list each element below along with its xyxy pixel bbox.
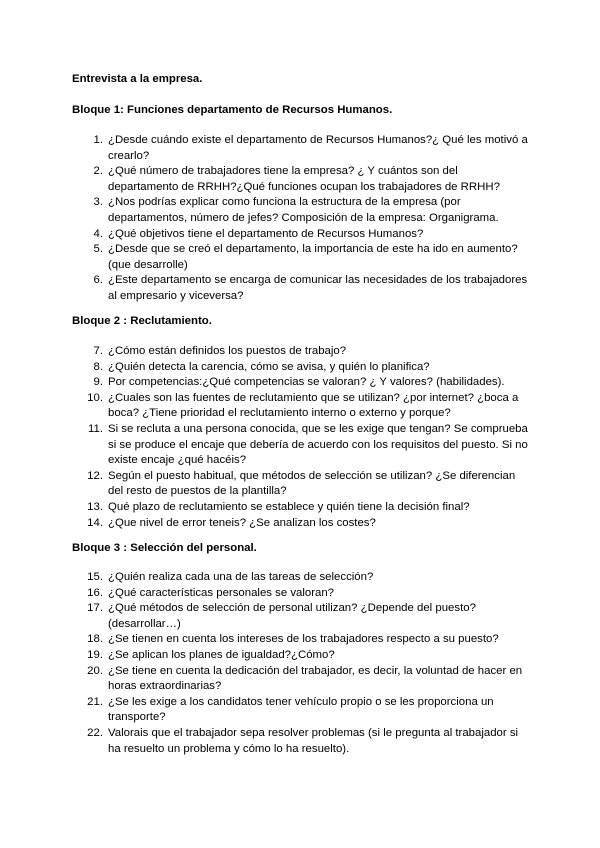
item-number: 5.	[93, 243, 103, 256]
item-number: 13.	[87, 500, 103, 513]
question-text: Si se recluta a una persona conocida, que se les exige que tengan? Se comprueba si se produce el encaje que debería de acuerdo con los requisitos del puesto. Si no existe encaje ¿qué hacéis?	[108, 422, 528, 467]
document-title: Entrevista a la empresa.	[72, 73, 203, 85]
item-number: 20.	[87, 664, 103, 677]
block-2-heading: Bloque 2 : Reclutamiento.	[72, 315, 212, 327]
item-number: 17.	[87, 602, 103, 615]
list-item	[0, 344, 600, 360]
block-1-heading: Bloque 1: Funciones departamento de Recursos Humanos.	[72, 104, 393, 116]
block-3-question-list	[0, 570, 600, 757]
list-item	[0, 375, 600, 391]
item-number: 14.	[87, 516, 103, 529]
question-text: ¿Desde cuándo existe el departamento de Recursos Humanos?¿ Qué les motivó a crearlo?	[108, 134, 528, 162]
question-text: Por competencias:¿Qué competencias se valoran? ¿ Y valores? (habilidades).	[108, 376, 505, 389]
list-item	[0, 391, 600, 422]
list-item	[0, 469, 600, 500]
question-text: ¿Que nivel de error teneis? ¿Se analizan los costes?	[108, 516, 376, 529]
item-number: 9.	[93, 376, 103, 389]
question-text: ¿Qué número de trabajadores tiene la empresa? ¿ Y cuántos son del departamento de RRHH?¿Qué funciones ocupan los trabajadores de RRHH?	[108, 165, 500, 193]
item-number: 1.	[93, 134, 103, 146]
question-text: ¿Cómo están definidos los puestos de trabajo?	[108, 345, 347, 357]
question-text: Qué plazo de reclutamiento se establece y quién tiene la decisión final?	[108, 500, 470, 513]
list-item	[0, 601, 600, 632]
list-item	[0, 570, 600, 586]
item-number: 19.	[87, 648, 103, 661]
block-1-question-list	[0, 133, 600, 305]
list-item	[0, 695, 600, 726]
list-item	[0, 360, 600, 376]
list-item	[0, 164, 600, 195]
item-number: 3.	[93, 196, 103, 209]
list-item	[0, 133, 600, 164]
question-text: ¿Quién realiza cada una de las tareas de selección?	[108, 571, 374, 583]
item-number: 16.	[87, 586, 103, 599]
question-text: Según el puesto habitual, que métodos de selección se utilizan? ¿Se diferencian del resto de puestos de la plantilla?	[108, 469, 516, 498]
list-item	[0, 227, 600, 243]
question-text: ¿Cuales son las fuentes de reclutamiento que se utilizan? ¿por internet? ¿boca a boca? ¿Tiene prioridad el reclutamiento interno o externo y porque?	[108, 391, 519, 420]
block-3-heading: Bloque 3 : Selección del personal.	[72, 542, 257, 554]
item-number: 6.	[93, 274, 103, 287]
question-text: ¿Qué características personales se valoran?	[108, 586, 335, 599]
list-item	[0, 422, 600, 469]
list-item	[0, 500, 600, 516]
question-text: Valorais que el trabajador sepa resolver problemas (si le pregunta al trabajador si ha resuelto un problema y cómo lo ha resuelto).	[108, 726, 519, 755]
question-text: ¿Se les exige a los candidatos tener vehículo propio o se les proporciona un transporte?	[108, 695, 494, 724]
question-text: ¿Qué objetivos tiene el departamento de Recursos Humanos?	[108, 227, 424, 240]
item-number: 8.	[93, 360, 103, 373]
item-number: 2.	[93, 165, 103, 178]
list-item	[0, 586, 600, 602]
block-2-question-list	[0, 344, 600, 531]
item-number: 22.	[87, 726, 103, 739]
item-number: 15.	[87, 571, 103, 583]
list-item	[0, 664, 600, 695]
list-item	[0, 726, 600, 757]
item-number: 11.	[88, 422, 103, 435]
list-item	[0, 648, 600, 664]
question-text: ¿Qué métodos de selección de personal utilizan? ¿Depende del puesto? (desarrollar…)	[108, 602, 476, 630]
list-item	[0, 195, 600, 226]
item-number: 10.	[87, 391, 103, 404]
question-text: ¿Este departamento se encarga de comunicar las necesidades de los trabajadores al empresario y viceversa?	[108, 274, 528, 302]
item-number: 12.	[87, 469, 103, 482]
question-text: ¿Se tienen en cuenta los intereses de los trabajadores respecto a su puesto?	[108, 633, 499, 646]
list-item	[0, 516, 600, 532]
list-item	[0, 273, 600, 304]
item-number: 21.	[87, 695, 103, 708]
question-text: ¿Nos podrías explicar como funciona la estructura de la empresa (por departamentos, número de jefes? Composición de la empresa: Organigrama.	[108, 196, 499, 224]
item-number: 18.	[87, 633, 103, 646]
item-number: 4.	[93, 227, 103, 240]
item-number: 7.	[93, 345, 103, 357]
question-text: ¿Se tiene en cuenta la dedicación del trabajador, es decir, la voluntad de hacer en horas extraordinarias?	[108, 664, 523, 693]
list-item	[0, 242, 600, 273]
list-item	[0, 632, 600, 648]
question-text: ¿Se aplican los planes de igualdad?¿Cómo?	[108, 648, 335, 661]
question-text: ¿Quién detecta la carencia, cómo se avisa, y quién lo planifica?	[108, 360, 430, 373]
question-text: ¿Desde que se creó el departamento, la importancia de este ha ido en aumento? (que desarrolle)	[108, 243, 518, 271]
